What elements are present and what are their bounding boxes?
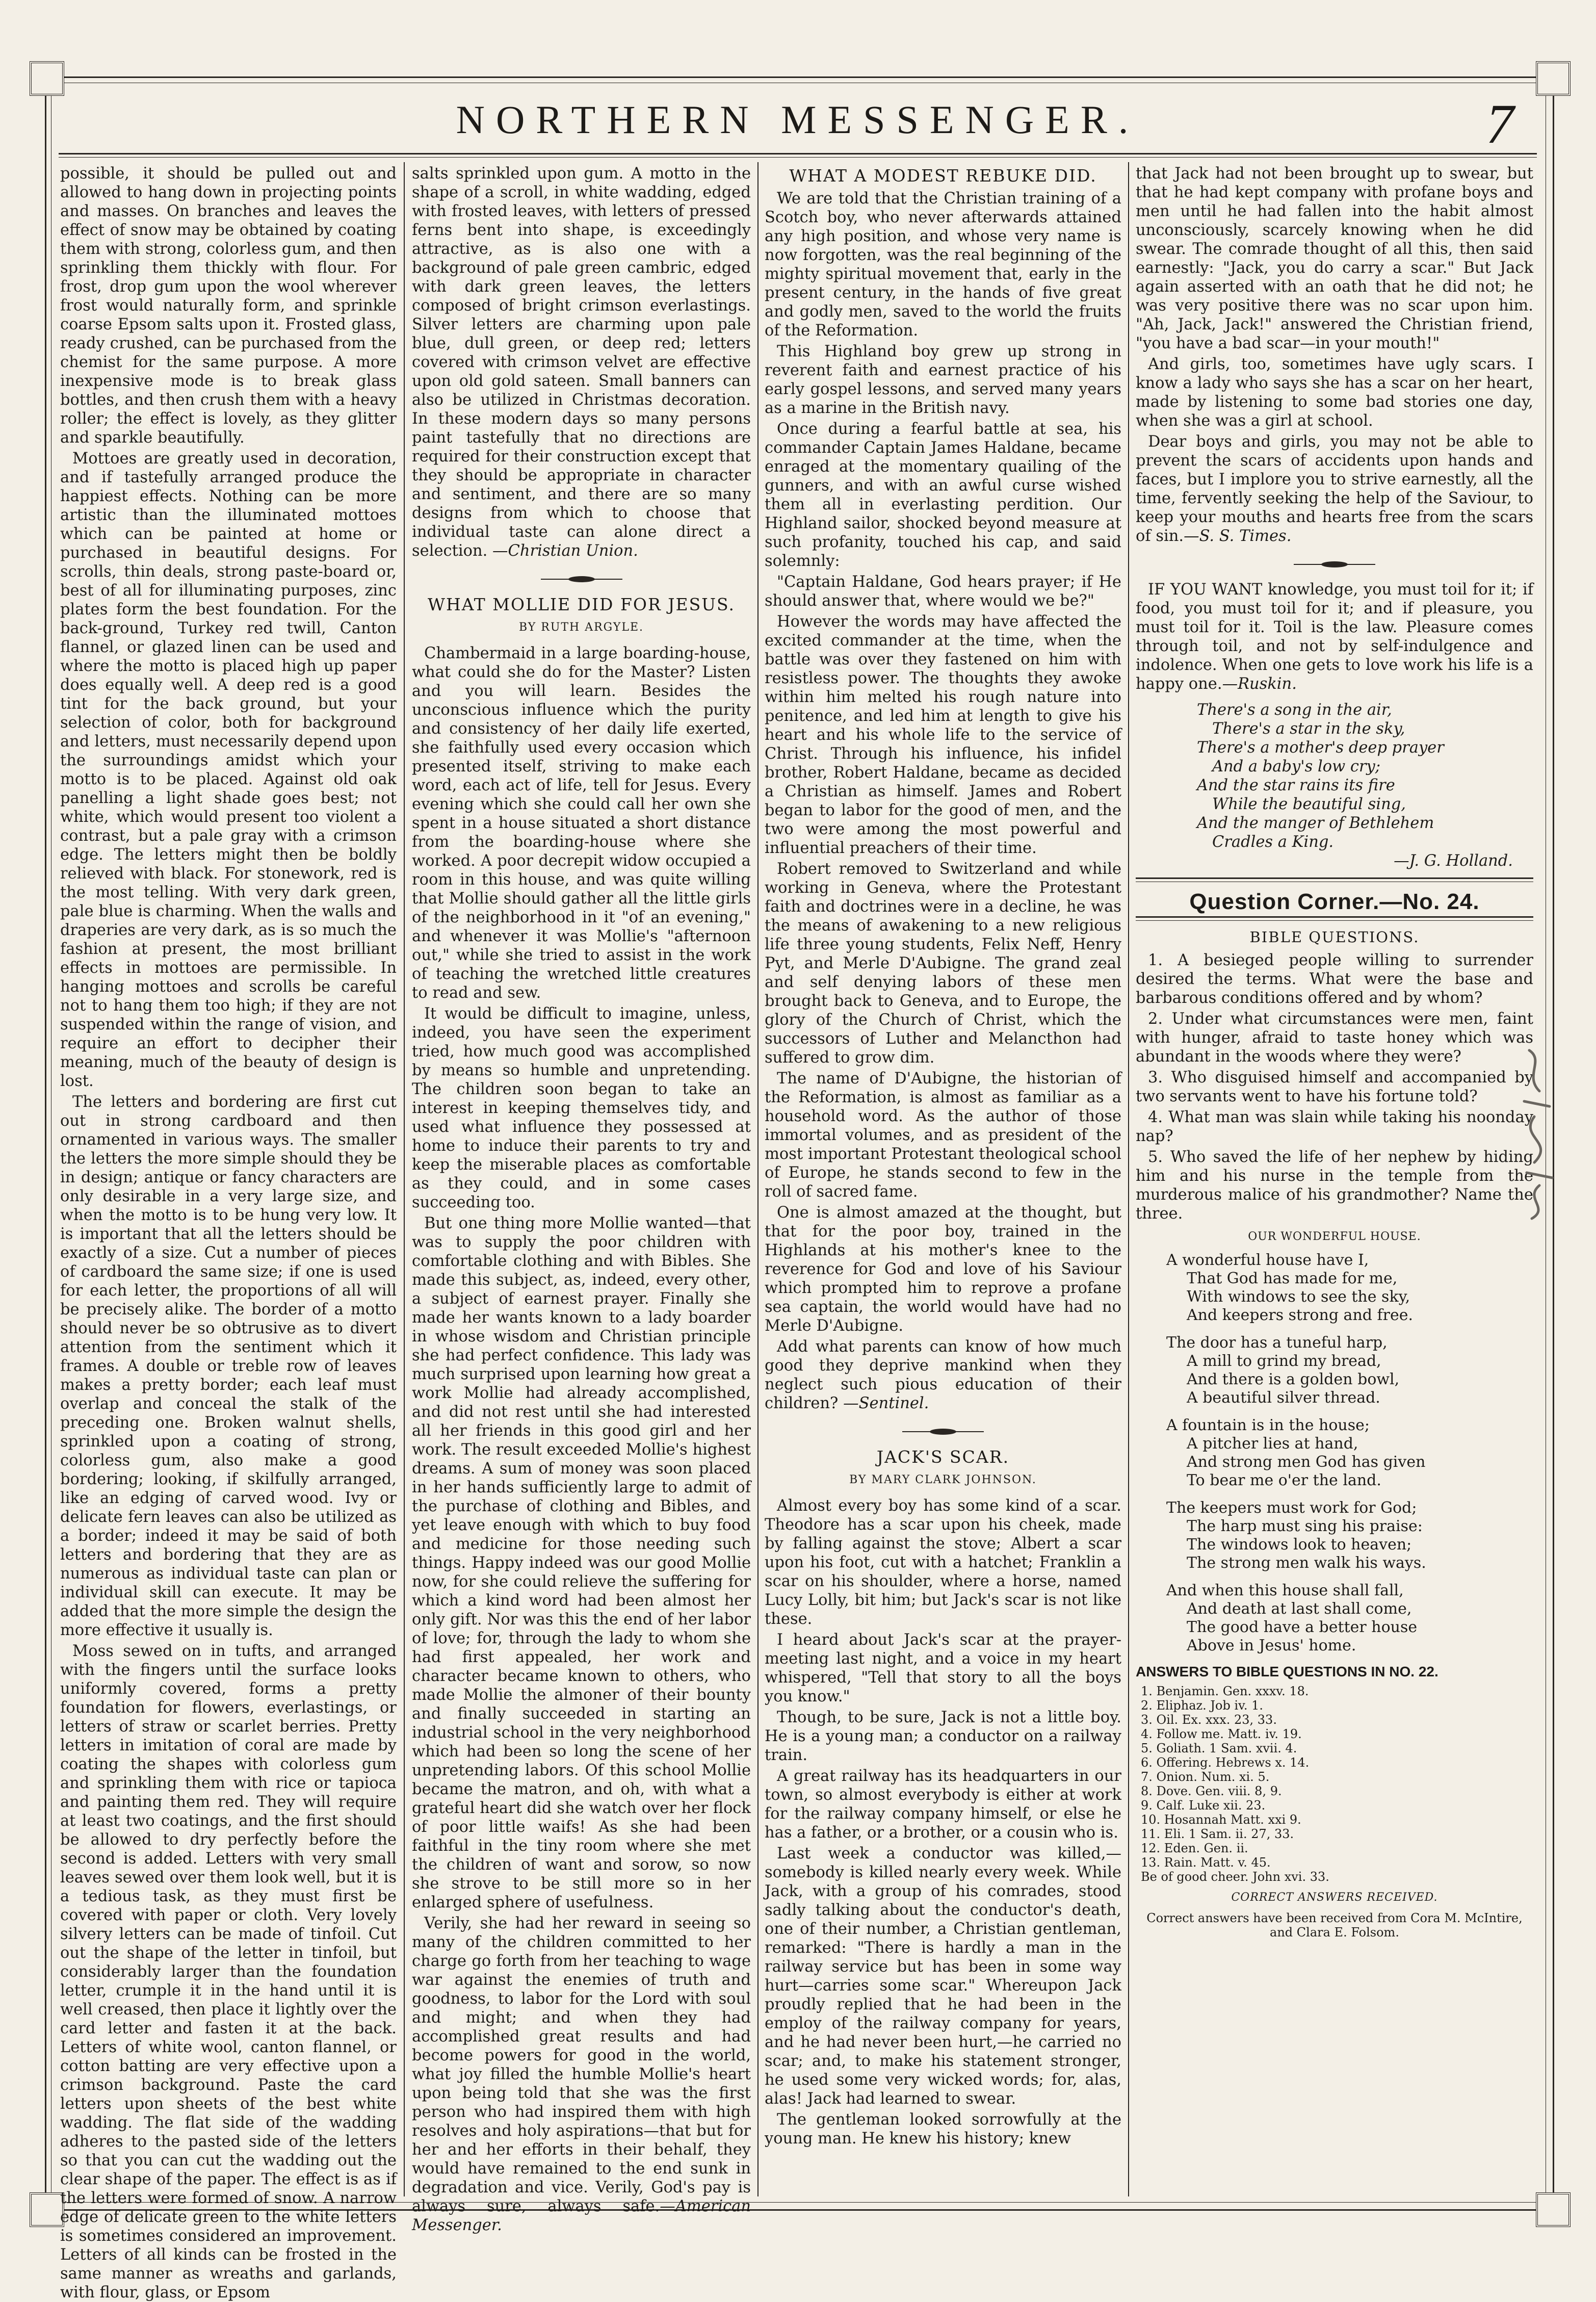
poem-line: Above in Jesus' home. (1187, 1637, 1356, 1654)
house-poem (1166, 1251, 1533, 1655)
paragraph: that Jack had not been brought up to swear, but that he had kept company with profane boys and men until he had fallen into the habit almost unconsciously, scarcely knowing when he did swear. The comrade thought of all this, then said earnestly: "Jack, you do carry a scar." But Jack again asserted with an oath that he did not; he was very positive there was no scar upon him. "Ah, Jack, Jack!" answered the Christian friend, "you have a bad scar—in your mouth!" (1136, 165, 1533, 352)
answers-heading: ANSWERS TO BIBLE QUESTIONS IN NO. 22. (1136, 1664, 1438, 1679)
poem-line: And the manger of Bethlehem (1197, 814, 1434, 832)
column-1 (60, 164, 397, 2301)
paragraph: Last week a conductor was killed,—somebody is killed nearly every week. While Jack, with a group of his comrades, stood sadly talking about the conductor's death, one of their number, a Christian gentleman, remarked: "There is hardly a man in the railway service but has been in some way hurt—carries some scar." Whereupon Jack proudly replied that he had been in the employ of the railway company for years, and he had never been hurt,—he carried no scar; and, to make his statement stronger, he used some very wicked words; for, alas, alas! Jack had learned to swear. (765, 1845, 1121, 2108)
corner-ornament (30, 61, 64, 96)
bible-questions-heading: BIBLE QUESTIONS. (1249, 928, 1420, 946)
section-rule (1136, 877, 1533, 882)
paragraph-text: Add what parents can know of how much good they deprive mankind when they neglect such pious education of their children? (765, 1338, 1121, 1412)
poem-line: To bear me o'er the land. (1187, 1471, 1381, 1489)
separator-ornament (541, 576, 622, 583)
stanza-gap (1166, 1572, 1533, 1582)
paragraph: Robert removed to Switzerland and while working in Geneva, where the Protestant faith and doctrines were in a decline, he was the means of awakening to a new religious life three young students, Felix Neff, Henry Pyt, and Merle D'Aubigne. The grand zeal and self denying labors of these men brought back to Geneva, and to Europe, the glory of the Church of Christ, which the successors of Luther and Melancthon had suffered to grow dim. (765, 860, 1121, 1067)
poem-line: With windows to see the sky, (1187, 1288, 1410, 1306)
paragraph: However the words may have affected the excited commander at the time, when the battle was over they fastened on him with resistless power. The thoughts they awoke within him melted his rough nature into penitence, and led him at length to give his heart and his whole life to the service of Christ. Through his influence, his infidel brother, Robert Haldane, became as decided a Christian as himself. James and Robert began to labor for the good of men, and the two were among the most powerful and influential preachers of their time. (765, 613, 1121, 857)
column-2 (412, 164, 751, 2234)
answer-item: 12. Eden. Gen. ii. (1141, 1841, 1248, 1855)
quote-paragraph (1136, 580, 1533, 693)
answer-item: 13. Rain. Matt. v. 45. (1141, 1855, 1271, 1870)
poem-line: The windows look to heaven; (1187, 1536, 1412, 1554)
poem-line: And there is a golden bowl, (1187, 1370, 1400, 1388)
poem-line: And a baby's low cry; (1212, 758, 1381, 775)
column-4 (1136, 164, 1533, 2191)
paragraph: Moss sewed on in tufts, and arranged with the fingers until the surface looks uniformly covered, forms a pretty foundation for flowers, everlastings, or letters of straw or scarlet berries. Pretty letters in imitation of coral are made by coating the shapes with colorless gum and sprinkling them with rice or tapioca and painting them red. They will require at least two coatings, and the first should be allowed to dry perfectly before the second is added. Letters with very small leaves sewed over them look well, but it is a tedious task, as they must first be covered with paper or cloth. Very lovely silvery letters can be made of tinfoil. Cut out the shape of the letter in tinfoil, but considerably larger than the foundation letter, crumple it in the hand until it is well creased, then place it lightly over the card letter and fasten it at the back. Letters of white wool, canton flannel, or cotton batting are very effective upon a crimson background. Paste the card letters upon sheets of the best white wadding. The flat side of the wadding adheres to the pasted side of the letters so that you can cut the wadding out the clear shape of the paper. The effect is as if the letters were formed of snow. A narrow edge of delicate green to the white letters is sometimes considered an improvement. Letters of all kinds can be frosted in the same manner as wreaths and garlands, with flour, glass, or Epsom (60, 1642, 397, 2301)
paragraph: "Captain Haldane, God hears prayer; if He should answer that, where would we be?" (765, 573, 1121, 610)
quote-source: —Ruskin. (1222, 675, 1297, 693)
article-source: —Christian Union. (492, 542, 638, 560)
poem (1197, 701, 1533, 870)
question: 2. Under what circumstances were men, faint with hunger, afraid to taste honey which was abundant in the woods where they were? (1136, 1010, 1533, 1066)
paragraph: But one thing more Mollie wanted—that was to supply the poor children with comfortable clothing and with Bibles. She made this subject, as, indeed, every other, a subject of earnest prayer. Finally she made her wants known to a lady boarder in whose wisdom and Christian principle she had perfect confidence. This lady was much surprised upon learning how great a work Mollie had already accomplished, and did not rest until she had interested all her friends in this good girl and her work. The result exceeded Mollie's highest dreams. A sum of money was soon placed in her hands sufficiently large to admit of the purchase of clothing and Bibles, and yet leave enough with which to buy food and medicine for those needing such things. Happy indeed was our good Mollie now, for she could relieve the suffering for which a kind word had been almost her only gift. Nor was this the end of her labor of love; for, through the lady to whom she had first appealed, her work and character became known to others, who made Mollie the almoner of their bounty and finally succeeded in starting an industrial school in the very neighborhood which had been so long the scene of her unpretending labors. Of this school Mollie became the matron, and oh, with what a grateful heart did she watch over her flock of poor little waifs! As she had been faithful in the tiny room where she met the children of want and sorow, so now she strove to be still more so in her enlarged sphere of usefulness. (412, 1214, 751, 1911)
answers-list (1141, 1684, 1533, 1884)
paragraph: Mottoes are greatly used in decoration, and if tastefully arranged produce the happiest effects. Nothing can be more artistic than the illuminated mottoes which can be painted at home or purchased in beautiful designs. For scrolls, thin deals, strong paste-board or, best of all for illuminating purposes, zinc plates form the best foundation. For the back-ground, Turkey red twill, Canton flannel, or glazed linen can be used and where the motto is placed high up paper does equally well. A deep red is a good tint for the back ground, but your selection of color, both for background and letters, must necessarily depend upon the surroundings amidst which your motto is to be placed. Against old oak panelling a light shade goes best; not white, which would present too violent a contrast, but a pale gray with a crimson edge. The letters might then be boldly relieved with black. For stonework, red is the most telling. With very dark green, pale blue is charming. When the walls and draperies are very dark, as is so much the fashion at present, the most brilliant effects in mottoes are permissible. In hanging mottoes and scrolls be careful not to hang them too high; if they are not suspended within the range of vision, and require an effort to decipher their meaning, much of the beauty of design is lost. (60, 450, 397, 1090)
poem-line: A wonderful house have I, (1166, 1251, 1369, 1269)
paragraph: Though, to be sure, Jack is not a little boy. He is a young man; a conductor on a railway train. (765, 1709, 1121, 1764)
paragraph: This Highland boy grew up strong in reverent faith and earnest practice of his early gospel lessons, and served many years as a marine in the British navy. (765, 343, 1121, 417)
separator-ornament (902, 1428, 984, 1435)
answer-item: 8. Dove. Gen. viii. 8, 9. (1141, 1784, 1282, 1798)
column-rule (404, 162, 405, 2196)
poem-line: A pitcher lies at hand, (1187, 1435, 1358, 1453)
stanza-gap (1166, 1325, 1533, 1334)
corner-ornament (30, 2192, 64, 2227)
paragraph: I heard about Jack's scar at the prayer-meeting last night, and a voice in my heart whispered, "Tell that story to all the boys you know." (765, 1631, 1121, 1705)
correct-answers-text: Correct answers have been received from Cora M. McIntire, and Clara E. Folsom. (1146, 1911, 1523, 1939)
answer-item: 5. Goliath. 1 Sam. xvii. 4. (1141, 1741, 1297, 1755)
handwritten-mark (1509, 1040, 1565, 1224)
answer-item: 9. Calf. Luke xii. 23. (1141, 1798, 1266, 1813)
paragraph: One is almost amazed at the thought, but that for the poor boy, trained in the Highlands at his mother's knee to the reverence for God and love of his Saviour which prompted him to reprove a profane sea captain, the world would have had no Merle D'Aubigne. (765, 1204, 1121, 1335)
poem-line: And keepers strong and free. (1187, 1306, 1413, 1324)
poem-line: The strong men walk his ways. (1187, 1554, 1426, 1572)
masthead-rule (59, 153, 1537, 154)
answer-item: 3. Oil. Ex. xxx. 23, 33. (1141, 1713, 1277, 1727)
paragraph (1136, 432, 1533, 546)
article-heading: WHAT MOLLIE DID FOR JESUS. (428, 594, 735, 614)
paragraph (765, 1337, 1121, 1413)
poem-line: The harp must sing his praise: (1187, 1517, 1423, 1535)
page-number: 7 (1486, 93, 1514, 155)
paragraph: The gentleman looked sorrowfully at the young man. He knew his history; knew (765, 2111, 1121, 2148)
poem-line: That God has made for me, (1187, 1270, 1398, 1287)
answer-item: Be of good cheer. John xvi. 33. (1141, 1870, 1329, 1884)
article-byline: BY MARY CLARK JOHNSON. (849, 1473, 1037, 1486)
article-byline: BY RUTH ARGYLE. (518, 621, 644, 634)
paragraph: possible, it should be pulled out and allowed to hang down in projecting points and masses. On branches and leaves the effect of snow may be obtained by coating them with strong, colorless gum, and then sprinkling them thickly with flour. For frost, drop gum upon the wool wherever frost would naturally form, and sprinkle coarse Epsom salts upon it. Frosted glass, ready crushed, can be purchased from the chemist for the same purpose. A more inexpensive mode is to break glass bottles, and then crush them with a heavy roller; the effect is lovely, as they glitter and sparkle beautifully. (60, 165, 397, 447)
corner-ornament (1536, 2192, 1571, 2227)
poem-line: And strong men God has given (1187, 1453, 1426, 1471)
article-source: —S. S. Times. (1184, 527, 1292, 545)
poem-line: The door has a tuneful harp, (1166, 1334, 1388, 1352)
paragraph: Almost every boy has some kind of a scar. Theodore has a scar upon his cheek, made by falling against the stove; Albert a scar upon his foot, cut with a hatchet; Franklin a scar on his shoulder, where a horse, named Lucy Lolly, bit him; but Jack's scar is not like these. (765, 1497, 1121, 1628)
answer-item: 11. Eli. 1 Sam. ii. 27, 33. (1141, 1827, 1294, 1841)
article-source: —American Messenger. (412, 2197, 751, 2234)
masthead-rule-thin (59, 157, 1537, 158)
paragraph: Once during a fearful battle at sea, his commander Captain James Haldane, became enraged at the momentary quailing of the gunners, and with an awful curse wished them all in everlasting perdition. Our Highland sailor, shocked beyond measure at such profanity, touched his cap, and said solemnly: (765, 420, 1121, 570)
poem-line: And death at last shall come, (1187, 1600, 1412, 1618)
poem-line: And the star rains its fire (1197, 777, 1395, 794)
corner-ornament (1536, 61, 1571, 96)
separator-ornament (1294, 561, 1375, 568)
poem-line: There's a song in the air, (1197, 701, 1392, 719)
masthead (61, 87, 1534, 155)
correct-answers-heading: CORRECT ANSWERS RECEIVED. (1231, 1891, 1438, 1904)
poem-line: Cradles a King. (1212, 833, 1334, 851)
paragraph: The name of D'Aubigne, the historian of the Reformation, is almost as familiar as a household word. As the author of those immortal volumes, and as president of the most important Protestant theological school of Europe, he stands second to few in the roll of sacred fame. (765, 1070, 1121, 1201)
question-corner-heading: Question Corner.—No. 24. (1189, 889, 1480, 914)
question: 5. Who saved the life of her nephew by hiding him and his nurse in the temple from the murderous malice of his grandmother? Name the three. (1136, 1148, 1533, 1223)
poem-line: A mill to grind my bread, (1187, 1352, 1381, 1370)
paragraph-text: Verily, she had her reward in seeing so many of the children committed to her charge go forth from her teaching to wage war against the enemies of truth and goodness, to labor for the Lord with soul and might; and when they had accomplished great results and had become powers for good in the world, what joy filled the humble Mollie's heart upon being told that she was the first person who had inspired them with high resolves and holy aspirations—that but for her and her efforts in their behalf, they would have remained to the end sunk in degradation and vice. Verily, God's pay is always sure, always safe. (412, 1915, 751, 2215)
paragraph: The letters and bordering are first cut out in strong cardboard and then ornamented in various ways. The smaller the letters the more simple should they be in design; antique or fancy characters are only desirable in a very large size, and when the motto is to be hung very low. It is important that all the letters should be exactly of a size. Cut a number of pieces of cardboard the same size; if one is used for each letter, the proportions of all will be precisely alike. The border of a motto should never be so obtrusive as to divert attention from the sentiment which it frames. A double or treble row of leaves makes a pretty border; each leaf must overlap and conceal the stalk of the preceding one. Broken walnut shells, sprinkled upon a coating of strong, colorless gum, also make a good bordering; looking, if skilfully arranged, like an edging of carved wood. Ivy or delicate fern leaves can also be utilized as a border; indeed it may be said of both letters and bordering that they are as numerous as individual taste can plan or individual skill can execute. It may be added that the more simple the design the more effective it usually is. (60, 1093, 397, 1639)
article-heading: JACK'S SCAR. (876, 1447, 1010, 1467)
column-rule (1128, 162, 1129, 2196)
answer-item: 6. Offering. Hebrews x. 14. (1141, 1755, 1310, 1770)
question: 1. A besieged people willing to surrender desired the terms. What were the base and barbarous conditions offered and by whom? (1136, 951, 1533, 1007)
paragraph: Chambermaid in a large boarding-house, what could she do for the Master? Listen and you will learn. Besides the unconscious influence which the purity and consistency of her daily life exerted, she faithfully used every occasion which presented itself, striving to make each word, each act of life, tell for Jesus. Every evening which she could call her own she spent in a house situated a short distance from the boarding-house where she worked. A poor decrepit widow occupied a room in this house, and was quite willing that Mollie should gather all the little girls of the neighborhood in it "of an evening," and whenever it was Mollie's "afternoon out," while she tried to assist in the work of teaching the wretched little creatures to read and sew. (412, 644, 751, 1002)
question: 4. What man was slain while taking his noonday nap? (1136, 1108, 1533, 1145)
paragraph (412, 1914, 751, 2235)
poem-author: —J. G. Holland. (1394, 852, 1513, 870)
poem-line: There's a star in the sky, (1212, 720, 1405, 738)
poem-line: The keepers must work for God; (1166, 1499, 1417, 1517)
answer-item: 4. Follow me. Matt. iv. 19. (1141, 1727, 1302, 1741)
column-3 (765, 164, 1121, 2191)
poem-line: A fountain is in the house; (1166, 1416, 1370, 1434)
paragraph: And girls, too, sometimes have ugly scars. I know a lady who says she has a scar on her heart, made by listening to some bad stories one day, when she was a girl at school. (1136, 355, 1533, 430)
paragraph: We are told that the Christian training of a Scotch boy, who never afterwards attained any high position, and whose very name is now forgotten, was the real beginning of the mighty spiritual movement that, early in the present century, in the hands of five great and godly men, saved to the world the fruits of the Reformation. (765, 190, 1121, 340)
column-rule (757, 162, 758, 2196)
article-source: —Sentinel. (843, 1394, 929, 1412)
answer-item: 10. Hosannah Matt. xxi 9. (1141, 1813, 1301, 1827)
stanza-gap (1166, 1407, 1533, 1416)
answer-item: 7. Onion. Num. xi. 5. (1141, 1770, 1270, 1784)
poem-line: And when this house shall fall, (1166, 1582, 1404, 1599)
poem-line: A beautiful silver thread. (1187, 1389, 1380, 1407)
masthead-title: NORTHERN MESSENGER. (456, 97, 1140, 142)
poem-heading: OUR WONDERFUL HOUSE. (1248, 1230, 1421, 1243)
paragraph: It would be difficult to imagine, unless, indeed, you have seen the experiment tried, how much good was accomplished by means so humble and unpretending. The children soon began to take an interest in keeping themselves tidy, and used what influence they possessed at home to induce their parents to try and keep the miserable places as comfortable as they could, and in some cases succeeding too. (412, 1005, 751, 1211)
stanza-gap (1166, 1490, 1533, 1499)
answer-item: 1. Benjamin. Gen. xxxv. 18. (1141, 1684, 1309, 1698)
section-rule (1136, 916, 1533, 921)
poem-line: There's a mother's deep prayer (1197, 739, 1444, 757)
quote-text: IF YOU WANT knowledge, you must toil for it; if food, you must toil for it; and if pleasure, you must toil for it. Toil is the law. Pleasure comes through toil, and not by self-indulgence and indolence. When one gets to love work his life is a happy one. (1136, 581, 1533, 693)
paragraph-text: Dear boys and girls, you may not be able to prevent the scars of accidents upon hands and faces, but I implore you to strive earnestly, all the time, fervently seeking the help of the Saviour, to keep your mouths and hearts free from the scars of sin. (1136, 433, 1533, 545)
paragraph-text: salts sprinkled upon gum. A motto in the shape of a scroll, in white wadding, edged with frosted leaves, with letters of pressed ferns bent into shape, is exceedingly attractive, as is also one with a background of pale green cambric, edged with dark green leaves, the letters composed of bright crimson everlastings. Silver letters are charming upon pale blue, dull green, or deep red; letters covered with crimson velvet are effective upon old gold sateen. Small banners can also be utilized in Christmas decoration. In these modern days so many persons paint tastefully that no directions are required for their construction except that they should be appropriate in character and sentiment, and there are so many designs from which to choose that individual taste can alone direct a selection. (412, 165, 751, 560)
paragraph (412, 164, 751, 560)
question: 3. Who disguised himself and accompanied by two servants went to have his fortune told? (1136, 1069, 1533, 1105)
article-heading: WHAT A MODEST REBUKE DID. (789, 166, 1097, 186)
paragraph: A great railway has its headquarters in our town, so almost everybody is either at work for the railway company himself, or else he has a father, or a brother, or a cousin who is. (765, 1767, 1121, 1842)
poem-line: The good have a better house (1187, 1618, 1418, 1636)
answer-item: 2. Eliphaz. Job iv. 1. (1141, 1698, 1264, 1713)
poem-line: While the beautiful sing, (1212, 795, 1406, 813)
